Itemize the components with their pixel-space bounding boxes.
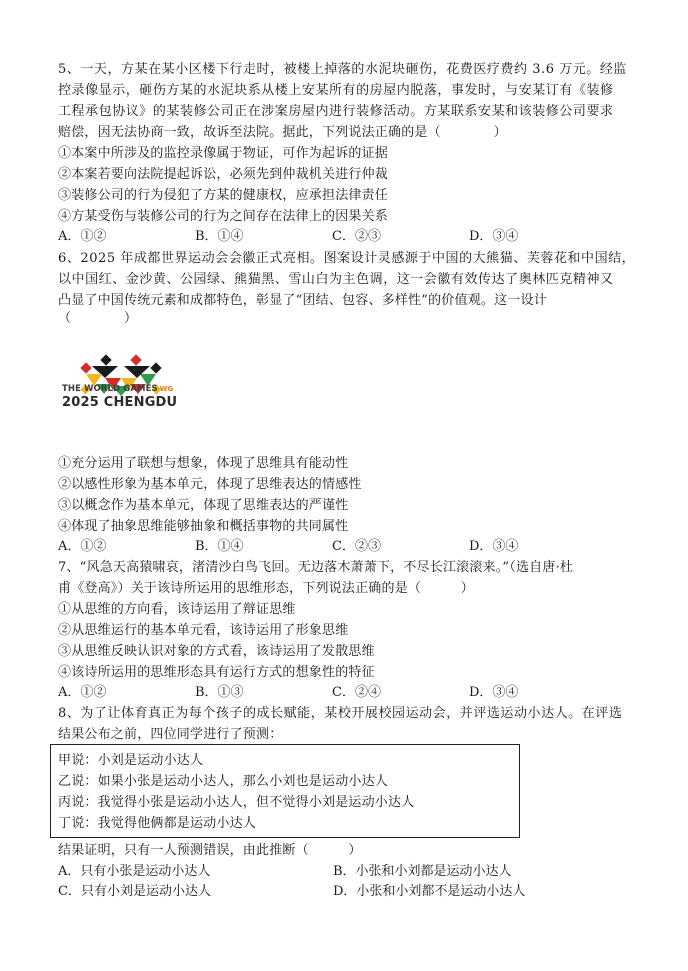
q5-statement-1: ①本案中所涉及的监控录像属于物证，可作为起诉的证据: [58, 146, 389, 161]
q8-option-d[interactable]: D．小张和小刘都不是运动小达人: [333, 884, 526, 899]
q6-line-3: 凸显了中国传统元素和成都特色，彰显了“团结、包容、多样性”的价值观。这一设计: [58, 293, 547, 308]
q5-line-1: 5、一天，方某在某小区楼下行走时，被楼上掉落的水泥块砸伤，花费医疗费约 3.6 万元。经监: [58, 62, 627, 77]
q7-line-1: 7、“风急天高猿啸哀，渚清沙白鸟飞回。无边落木萧萧下，不尽长江滚滚来。”（选自唐·杜: [58, 560, 574, 575]
q7-statement-2: ②从思维运行的基本单元看，该诗运用了形象思维: [58, 623, 349, 638]
q5-line-4: 赔偿，因无法协商一致，故诉至法院。据此，下列说法正确的是（ ）: [58, 125, 507, 140]
q6-option-a[interactable]: A．①②: [58, 539, 107, 554]
q8-line-2: 结果公布之前，四位同学进行了预测：: [58, 727, 283, 742]
q5-option-b[interactable]: B．①④: [195, 229, 244, 244]
q5-line-3: 工程承包协议》的某装修公司正在涉案房屋内进行装修活动。方某联系安某和该装修公司要求: [58, 104, 614, 119]
q7-option-d[interactable]: D．③④: [469, 685, 519, 700]
q5-option-d[interactable]: D．③④: [469, 229, 519, 244]
q5-line-2: 控录像显示，砸伤方某的水泥块系从楼上安某所有的房屋内脱落，事发时，与安某订有《装修: [58, 83, 614, 98]
prediction-bing: 丙说：我觉得小张是运动小达人，但不觉得小刘是运动小达人: [58, 795, 415, 810]
q6-statement-4: ④体现了抽象思维能够抽象和概括事物的共同属性: [58, 519, 349, 534]
q8-line-1: 8、为了让体育真正为每个孩子的成长赋能，某校开展校园运动会，并评选运动小达人。在评选: [58, 706, 623, 721]
q6-option-c[interactable]: C．②③: [332, 539, 381, 554]
q5-statement-3: ③装修公司的行为侵犯了方某的健康权，应承担法律责任: [58, 188, 389, 203]
q7-option-c[interactable]: C．②④: [332, 685, 381, 700]
q5-option-a[interactable]: A．①②: [58, 229, 107, 244]
q6-option-d[interactable]: D．③④: [469, 539, 519, 554]
q7-statement-3: ③从思维反映认识对象的方式看，该诗运用了发散思维: [58, 644, 375, 659]
q8-option-a[interactable]: A．只有小张是运动小达人: [58, 864, 211, 879]
q8-option-c[interactable]: C．只有小刘是运动小达人: [58, 884, 211, 899]
prediction-yi: 乙说：如果小张是运动小达人，那么小刘也是运动小达人: [58, 774, 389, 789]
q6-statement-3: ③以概念作为基本单元，体现了思维表达的严谨性: [58, 498, 349, 513]
q8-conclusion: 结果证明，只有一人预测错误，由此推断（ ）: [58, 843, 362, 858]
q8-option-b[interactable]: B．小张和小刘都是运动小达人: [333, 864, 512, 879]
logo-text-top: THE WORLD GAMES WG: [62, 384, 174, 394]
q5-statement-2: ②本案若要向法院提起诉讼，必须先到仲裁机关进行仲裁: [58, 167, 389, 182]
logo-text-bottom: 2025 CHENGDU: [62, 395, 178, 410]
q6-statement-1: ①充分运用了联想与想象，体现了思维具有能动性: [58, 456, 349, 471]
logo-badge: WG: [159, 385, 174, 393]
q7-option-a[interactable]: A．①②: [58, 685, 107, 700]
prediction-ding: 丁说：我觉得他俩都是运动小达人: [58, 816, 257, 831]
q5-option-c[interactable]: C．②③: [332, 229, 381, 244]
q7-line-2: 甫《登高》）关于该诗所运用的思维形态，下列说法正确的是（ ）: [58, 581, 474, 596]
q6-line-1: 6、2025 年成都世界运动会会徽正式亮相。图案设计灵感源于中国的大熊猫、芙蓉花和中国结，: [58, 251, 636, 266]
q7-option-b[interactable]: B．①③: [195, 685, 244, 700]
q6-option-b[interactable]: B．①④: [195, 539, 244, 554]
q6-line-4: （ ）: [58, 311, 138, 326]
q5-statement-4: ④方某受伤与装修公司的行为之间存在法律上的因果关系: [58, 209, 389, 224]
q7-statement-4: ④该诗所运用的思维形态具有运行方式的想象性的特征: [58, 665, 375, 680]
q6-line-2: 以中国红、金沙黄、公园绿、熊猫黑、雪山白为主色调，这一会徽有效传达了奥林匹克精神又: [58, 272, 614, 287]
prediction-jia: 甲说：小刘是运动小达人: [58, 753, 204, 768]
q7-statement-1: ①从思维的方向看，该诗运用了辩证思维: [58, 602, 296, 617]
q6-statement-2: ②以感性形象为基本单元，体现了思维表达的情感性: [58, 477, 362, 492]
